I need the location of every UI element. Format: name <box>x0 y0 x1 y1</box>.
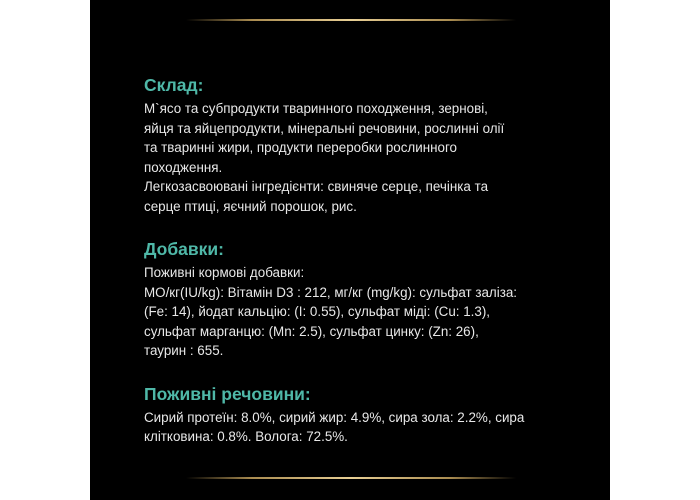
text-line: М`ясо та субпродукти тваринного походження, зернові, <box>144 101 488 116</box>
text-line: Легкозасвоювані інгредієнти: свиняче серце, печінка та <box>144 179 489 194</box>
text-line: серце птиці, яєчний порошок, рис. <box>144 198 357 214</box>
text-line: (Fe: 14), йодат кальцію: (I: 0.55), сульфат міді: (Cu: 1.3), <box>144 304 491 319</box>
text-line: сульфат марганцю: (Mn: 2.5), сульфат цинку: (Zn: 26), <box>144 323 479 339</box>
label-panel <box>90 0 610 500</box>
composition-section <box>144 74 584 216</box>
bottom-gold-divider <box>186 477 516 479</box>
label-content <box>144 74 584 469</box>
text-line: клітковина: 0.8%. Волога: 72.5%. <box>144 429 348 444</box>
nutrients-text <box>144 408 584 447</box>
additives-text <box>144 263 584 361</box>
top-gold-divider <box>186 19 516 21</box>
text-line: таурин : 655. <box>144 343 224 358</box>
text-line: яйця та яйцепродукти, мінеральні речовини, рослинні олії <box>144 120 505 136</box>
text-line: та тваринні жири, продукти переробки рослинного <box>144 140 457 155</box>
nutrients-section <box>144 383 584 447</box>
additives-heading: Добавки: <box>144 239 225 259</box>
text-line: Поживні кормові добавки: <box>144 265 305 280</box>
nutrients-heading: Поживні речовини: <box>144 383 311 404</box>
composition-heading: Склад: <box>144 75 204 95</box>
text-line: Сирий протеїн: 8.0%, сирий жир: 4.9%, сира зола: 2.2%, сира <box>144 409 525 425</box>
additives-section <box>144 238 584 361</box>
composition-text <box>144 99 584 216</box>
text-line: МО/кг(IU/kg): Вітамін D3 : 212, мг/кг (mg/kg): сульфат заліза: <box>144 284 518 300</box>
text-line: походження. <box>144 159 223 175</box>
